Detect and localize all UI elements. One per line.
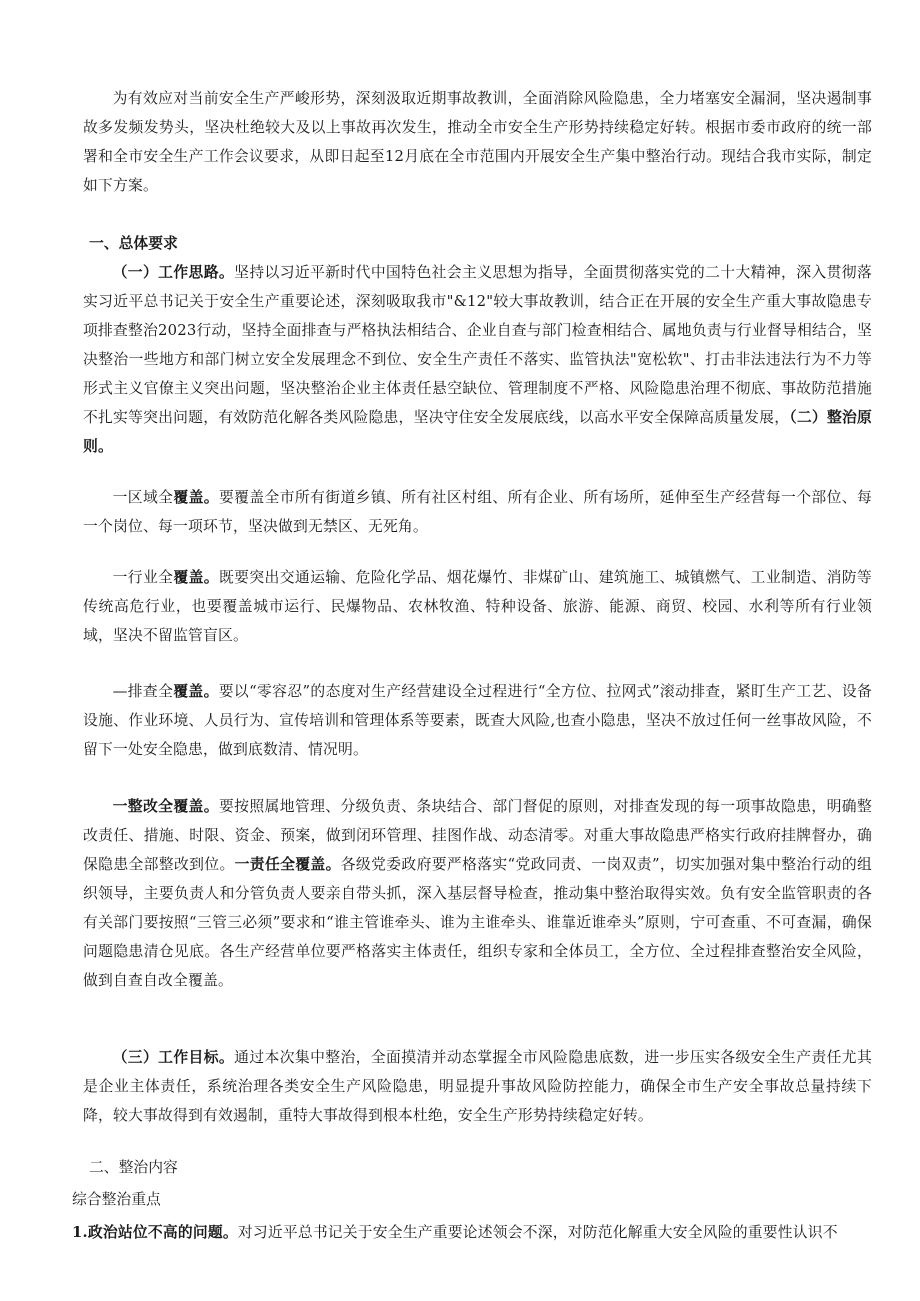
inspection-label-a: —排查全 [112, 683, 174, 700]
item-1-label: 1.政治站位不高的问题。 [72, 1224, 238, 1241]
region-coverage-paragraph [83, 483, 872, 541]
intro-paragraph [83, 84, 872, 200]
inspection-label-b: 覆盖。 [173, 683, 219, 700]
work-thinking-text: 坚持以习近平新时代中国特色社会主义思想为指导，全面贯彻落实党的二十大精神，深入贯彻落实习近平总书记关于安全生产重要论述，深刻吸取我市"&12"较大事故教训，结合正在开展的安全生产重大事故隐患专项排查整治2023行动，坚持全面排查与严格执法相结合、企业自查与部门检查相结合、属地负责与行业督导相结合，坚决整治一些地方和部门树立安全发展理念不到位、安全生产责任不落实、监管执法"宽松软"、打击非法违法行为不力等形式主义官僚主义突出问题，坚决整治企业主体责任悬空缺位、管理制度不严格、风险隐患治理不彻底、事故防范措施不扎实等突出问题，有效防范化解各类风险隐患，坚决守住安全发展底线，以高水平安全保障高质量发展， [83, 264, 873, 426]
work-goal-text: 通过本次集中整治，全面摸清并动态掌握全市风险隐患底数，进一步压实各级安全生产责任尤其是企业主体责任，系统治理各类安全生产风险隐患，明显提升事故风险防控能力，确保全市生产安全事故总量持续下降，较大事故得到有效遏制，重特大事故得到根本杜绝，安全生产形势持续稳定好转。 [83, 1049, 873, 1124]
responsibility-label: 一责任全覆盖。 [234, 856, 341, 873]
item-1-text: 对习近平总书记关于安全生产重要论述领会不深，对防范化解重大安全风险的重要性认识不 [237, 1224, 838, 1241]
item-1-paragraph [72, 1218, 872, 1247]
work-thinking-paragraph [83, 258, 872, 461]
work-goal-paragraph [83, 1043, 872, 1130]
inspection-coverage-paragraph [83, 677, 872, 764]
industry-label-b: 覆盖。 [173, 569, 219, 586]
responsibility-text: 各级党委政府要严格落实“党政同责、一岗双责”，切实加强对集中整治行动的组织领导，主要负责人和分管负责人要亲自带头抓，深入基层督导检查，推动集中整治取得实效。负有安全监管职责的各有关部门要按照“三管三必须”要求和“谁主管谁牵头、谁为主谁牵头、谁靠近谁牵头”原则，宁可查重、不可查漏，确保问题隐患清仓见底。各生产经营单位要严格落实主体责任，组织专家和全体员工，全方位、全过程排查整治安全风险，做到自查自改全覆盖。 [83, 856, 872, 989]
intro-text: 为有效应对当前安全生产严峻形势，深刻汲取近期事故教训，全面消除风险隐患，全力堵塞安全漏洞，坚决遏制事故多发频发势头，坚决杜绝较大及以上事故再次发生，推动全市安全生产形势持续稳定好转。根据市委市政府的统一部署和全市安全生产工作会议要求，从即日起至12月底在全市范围内开展安全生产集中整治行动。现结合我市实际，制定如下方案。 [83, 90, 872, 194]
work-thinking-label: （一）工作思路。 [112, 264, 235, 281]
rectification-coverage-paragraph [83, 792, 872, 995]
rectification-text: 要按照属地管理、分级负责、条块结合、部门督促的原则，对排查发现的每一项事故隐患，明确整改责任、措施、时限、资金、预案，做到闭环管理、挂图作战、动态清零。对重大事故隐患严格实行政府挂牌督办，确保隐患全部整改到位。 [83, 798, 872, 873]
section-heading-2: 二、整治内容 [89, 1159, 178, 1176]
region-text: 要覆盖全市所有街道乡镇、所有社区村组、所有企业、所有场所，延伸至生产经营每一个部位、每一个岗位、每一项环节，坚决做到无禁区、无死角。 [83, 489, 872, 535]
region-label-a: 一区域全 [112, 489, 174, 506]
rectification-label: 一整改全覆盖。 [112, 798, 219, 815]
industry-text: 既要突出交通运输、危险化学品、烟花爆竹、非煤矿山、建筑施工、城镇燃气、工业制造、消防等传统高危行业，也要覆盖城市运行、民爆物品、农林牧渔、特种设备、旅游、能源、商贸、校园、水利等所有行业领域，坚决不留监管盲区。 [83, 569, 872, 644]
industry-label-a: 一行业全 [112, 569, 174, 586]
work-goal-label: （三）工作目标。 [112, 1049, 235, 1066]
region-label-b: 覆盖。 [173, 489, 219, 506]
inspection-text: 要以“零容忍”的态度对生产经营建设全过程进行“全方位、拉网式”滚动排查，紧盯生产工艺、设备设施、作业环境、人员行为、宣传培训和管理体系等要素，既查大风险,也查小隐患，坚决不放过任何一丝事故风险，不留下一处安全隐患，做到底数清、情况明。 [83, 683, 872, 758]
principles-label: （二）整治原则。 [83, 409, 872, 455]
industry-coverage-paragraph [83, 563, 872, 650]
subsection-heading: 综合整治重点 [72, 1191, 161, 1208]
section-heading-1: 一、总体要求 [89, 235, 178, 252]
